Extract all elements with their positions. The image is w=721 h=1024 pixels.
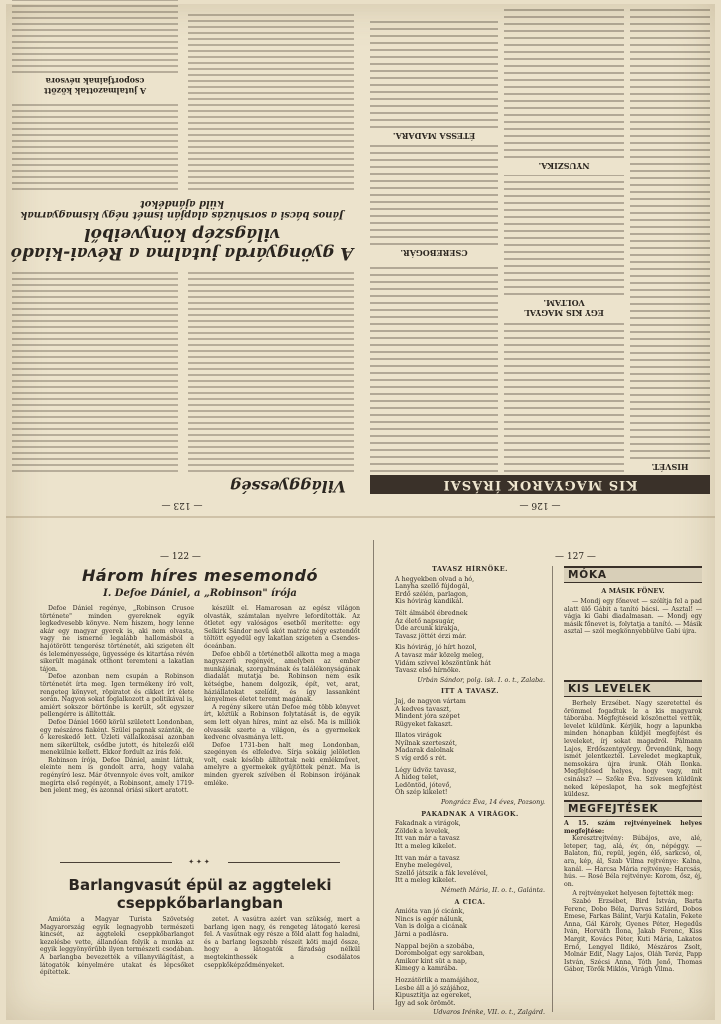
paragraph: Szabó Erzsébet, Bird István, Barta Ferenc, Dobo Béla, Darvas Szilárd, Dobos Emese, Farkas Bálint, Varjú Katalin, Fekete Anna, Gál Károly, Gyenes Péter, Hegedűs Iván, Horváth Ilona, Jakab Ferenc, Kiss Margit, Kovács Péter, Kuti Mária, Lakatos Ernő, Lengyel Ildikó, Mészáros Zsolt, Molnár Edit, Nagy Lajos, Oláh Teréz, Papp István, Szécsi Anna, Tóth Jenő, Thomas Gábor, Törők Miklós, Virágh Vilma. xyxy=(564,897,702,974)
poem-line: Zöldek a levelek, xyxy=(395,826,450,835)
inverted-small-head: EGY KIS MAGYAL VOLTAM. xyxy=(524,298,604,318)
section-heading-megfejtesek: MEGFEJTÉSEK xyxy=(564,800,702,817)
inverted-small-head: ÉTESSA MADARA. xyxy=(392,131,476,141)
poem-line: Dorombolgat egy sarokban, xyxy=(395,949,485,958)
poem-line: S víg erdő s rét. xyxy=(395,754,447,763)
article-column-2 xyxy=(204,605,360,845)
poem-line: Nincs is egér nálunk, xyxy=(395,914,464,923)
paragraph: Defoe ebből a történetből alkotta meg a maga nagyszerű regényét, amelyben az ember munkájának, szorgalmának és találékonyságának diadalát mutatja be. Robinson nem esik kétségbe, hanem dolgozik, épít, vet, arat, háziállatokat szelídít, és így lassanként kényelmes életet teremt magának. xyxy=(204,650,360,704)
poem-line: Amikor kint süt a nap, xyxy=(395,956,468,965)
poem-line: Nappal bejön a szobába, xyxy=(395,941,475,950)
poem-line: Erdő szélén, parlagon, xyxy=(395,589,469,598)
poem-line: Rügyeket fakaszt. xyxy=(395,719,453,728)
inverted-small-head: CSEREBOGÁR. xyxy=(400,248,468,258)
paragraph: Defoe Dániel regénye, „Robinson Crusoe története" minden gyereknek egyik legkedvesebb könyve. Nem hiszem, hogy lenne akár egy magyar gyerek is, aki nem olvasta, vagy ne ismerné legalább hallomásból a hajótörött tengerész történetét, aki szigeten élt és leleményessége, ügyessége és kitartása révén sikerült magának otthont teremteni a lakatlan tájon. xyxy=(40,605,194,673)
joke-text xyxy=(564,598,702,668)
poem-line: Madarak dalolnak xyxy=(395,746,454,755)
poem-line: Légy üdvöz tavasz, xyxy=(395,765,457,774)
paragraph: A 15. szám rejtvényeinek helyes megfejtése: xyxy=(564,820,702,835)
poem-lines xyxy=(395,908,545,1007)
poem-line: Jaj, de nagyon vártam xyxy=(395,696,466,705)
paragraph: Amióta a Magyar Turista Szövetség Magyarország egyik legnagyobb természeti kincsét, az aggteleki cseppkőbarlangot kezelésbe vette, állandóan folyik a munka az egyik leggyönyörűbb ilyen természeti csodában. A barlangba bevezették a villanyvilágítást, a látogatók kényelmére utakat és lépcsőket építettek. xyxy=(40,916,194,977)
poem-line: Illatos virágok xyxy=(395,731,442,740)
inverted-section-title: Világgyesség xyxy=(230,477,346,496)
poem-signature: Németh Mária, II. o. t., Galánta. xyxy=(440,885,545,894)
inverted-banner: KIS MAGYAROK ÍRÁSAI xyxy=(370,475,710,494)
section-divider: ✦✦✦ xyxy=(60,858,340,866)
column-rule xyxy=(552,566,553,1012)
paragraph: A regény sikere után Defoe még több könyvet írt, köztük a Robinson folytatását is, de egyik sem lett olyan híres, mint az első. Ma is milliók olvassák szerte a világon, és a gyermekek kedvenc olvasmánya lett. xyxy=(204,703,360,742)
solutions-text xyxy=(564,820,702,1012)
poem-line: Ledöntöd, jótevő, xyxy=(395,780,452,789)
poem-line: Van is dolga a cicának xyxy=(395,922,467,931)
poem-signature: Pongrácz Éva, 14 éves, Pozsony. xyxy=(440,798,545,807)
article-headline: Három híres mesemondó xyxy=(82,566,318,585)
paragraph: Robinson írója, Defoe Dániel, amint láttuk, eleinte nem is gondolt arra, hogy valaha regényíró lesz. Már ötvennyolc éves volt, amikor megírta első regényét, a Robinsont, amely 1719-ben jelent meg, és azonnal óriási sikert aratott. xyxy=(40,756,194,795)
paragraph: Defoe azonban nem csupán a Robinson történetét írta meg. Igen termékeny író volt, rengeteg könyvet, röpiratot és cikket írt élete során. Nagyon sokat foglalkozott a politikával is, amiért sokszor börtönbe is került, sőt egyszer pellengérre is állították. xyxy=(40,673,194,719)
poem-line: A kedves tavaszt, xyxy=(395,704,452,713)
article-column-1 xyxy=(40,605,194,845)
article-2-column-2 xyxy=(204,916,360,1012)
article-subhead: I. Defoe Dániel, a „Robinson" írója xyxy=(103,588,297,599)
paragraph: zetet. A vasútra azért van szükség, mert a barlang igen nagy, és rengeteg látogató keresi fel. A vasútnak egy része a föld alatt fog haladni, és a barlang legszebb részeit köti majd össze, hogy a látogatók fáradság nélkül megtekinthessék a csodálatos cseppkőképződményeket. xyxy=(204,916,360,969)
paragraph: Keresztrejtvény: Búbájos, ave, alé, leteper, tag, alá, év, ón, népéggy. — Balaton, fiú, repül, jegén, élő, sarkcsó, ol, ara, kép, ál, Szab Vilma rejtvénye: Kalna, kanál. — Harcsa Mária rejtvénye: Harcsás, hús. — Rosé Béla rejtvénye: Korom, ősz, éj, on. xyxy=(564,835,702,888)
poem-line: Lanyha szellő fújdogál, xyxy=(395,582,470,591)
poem-title: A CICA. xyxy=(454,897,486,906)
inverted-subhead: János bácsi a sorshúzás alapján ismét négy kismagyarnak küld ajándékot xyxy=(20,198,344,220)
poem-line: Itt van már a tavasz xyxy=(395,834,460,843)
poem-line: Itt a meleg kikelet. xyxy=(395,842,457,850)
poem-lines xyxy=(395,820,545,885)
joke-title: A MÁSIK FÖNEV. xyxy=(601,587,665,595)
article-2-column-1 xyxy=(40,916,194,1012)
poem-line: Amióta van jó cicánk, xyxy=(395,907,465,916)
poem-line: Az élető napsugár, xyxy=(395,616,455,625)
poem-line: Járni a padlásra. xyxy=(395,929,449,938)
inverted-page-number-right: — 123 — xyxy=(161,500,203,510)
poem-line: Kis hóvirág, jó hírt hozol, xyxy=(395,643,477,652)
inverted-small-head: HISVÉT. xyxy=(651,462,689,472)
poem-line: Fakadnak a virágok, xyxy=(395,819,461,828)
poem-title: TAVASZ HÍRNÖKE. xyxy=(432,565,508,573)
poem-lines xyxy=(395,576,545,675)
section-heading-kis-levelek: KIS LEVELEK xyxy=(564,680,702,697)
poem-line: Hozzátörlik a mamájához, xyxy=(395,975,480,984)
center-gutter xyxy=(373,540,374,1010)
letters-text xyxy=(564,700,702,799)
poem-line: Óh szép kikelet! xyxy=(395,788,448,797)
article-2-headline: Barlangvasút épül az aggteleki cseppkőbarlangban xyxy=(68,876,332,912)
inverted-headline: A gyöngyárda jutalma a Révai-kiadó világszép könyveiből xyxy=(10,224,354,263)
poem-line: A hegyekben olvad a hó, xyxy=(395,574,475,583)
poem-signature: Udvaros Irénke, VII. o. t., Zalgárd. xyxy=(433,1008,545,1017)
poem-line: Kis hóvirág kandikál. xyxy=(395,597,464,606)
poem-line: Itt a meleg kikelet. xyxy=(395,876,457,885)
poem-line: Vidám szívvel köszöntünk hát xyxy=(395,658,491,667)
poem-line: Kimegy a kamrába. xyxy=(395,964,458,973)
poem-line: Szellő játszik a fák levelével, xyxy=(395,868,488,877)
paragraph: A rejtvényeket helyesen fejtették meg: xyxy=(572,890,694,898)
paragraph: Defoe Dániel 1660 körül született Londonban, egy mészáros fiaként. Szülei papnak szánták, de ő kereskedő lett. Üzleti vállalkozásai azonban nem sikerültek, csődbe jutott, és hitelezői elől menekülnie kellett. Ekkor fordult az írás felé. xyxy=(40,718,194,757)
poem-line: Nyílnak szerteszét, xyxy=(395,738,457,747)
page-number-left: — 122 — xyxy=(160,552,201,562)
poem-line: Tavasz első hírnöke. xyxy=(395,666,461,675)
poem-title: ITT A TAVASZ. xyxy=(441,687,499,696)
poems-column xyxy=(395,566,545,1017)
poem-line: Mindent jóra szépet xyxy=(395,712,460,721)
paragraph: készült el. Hamarosan az egész világon olvasták, számtalan nyelvre lefordították. Az ötletet egy valóságos esetből merítette: egy Selkirk Sándor nevű skót matróz négy esztendőt töltött egyedül egy lakatlan szigeten a Csendes-óceánban. xyxy=(204,605,360,650)
paragraph: Defoe 1731-ben halt meg Londonban, szegényen és elfeledve. Sírja sokáig jelöletlen volt, csak később állítottak neki emlékművet, amelyre a gyermekek gyűjtöttek pénzt. Ma is minden gyerek szívében él Robinson írójának emléke. xyxy=(204,741,360,787)
poem-line: Tavasz jöttét érzi már. xyxy=(395,631,467,640)
poem-line: Télt álmából ébrednek xyxy=(395,608,468,617)
poem-lines xyxy=(395,698,545,797)
poem-line: Így ad sok örömöt. xyxy=(395,998,456,1007)
poem-signature: Urbán Sándor, polg. isk. I. o. t., Zalaba. xyxy=(417,675,545,684)
poem-line: Kipusztítja az egereket, xyxy=(395,991,472,1000)
poem-line: Lesbe áll a jó szájához, xyxy=(395,983,470,992)
poem-line: Itt van már a tavasz xyxy=(395,853,460,862)
inverted-small-head: NYUSZIKA. xyxy=(538,161,590,171)
page-number-right: — 127 — xyxy=(555,552,596,562)
poem-line: Üde arcunk kirakja, xyxy=(395,624,460,633)
paragraph: Berhely Erzsébet. Nagy szeretettel és örömmel fogadtuk le a kis magyarok táborába. Megfejtéseid köszönettel vettük, levelet küldünk. Kérjük, hogy a lapunkba minden hónapban küldjél megfejtést és leveleket, írj sokat magadról. Pálmann Lajos, Erdőszentgyörgy. Örvendünk, hogy ismét jelentkeztél. Leveledet megkaptuk, nemsokára újra írunk. Oláh Ilonka. Megfejtésed helyes, hogy vagy, mit csinálsz? — Szőke Éva. Szívesen küldünk neked képeslapot, ha sok megfejtést küldesz. xyxy=(564,700,702,799)
poem-line: A tavasz már közelg meleg, xyxy=(395,650,484,659)
poem-line: A hideg telet, xyxy=(395,773,439,782)
poem-title: PAKADNAK A VIRÁGOK. xyxy=(421,809,519,818)
inverted-page-number-left: — 126 — xyxy=(519,500,561,510)
paragraph: — Mondj egy főnevet — szólítja fel a pad alatt ülő Gábit a tanító bácsi. — Asztal! — vágja ki Gabi diadalmasan. — Mondj egy másik főnevet is, folytatja a tanító. — Másik asztal — szól megkönnyebbülve Gabi újra. xyxy=(564,598,702,636)
poem-line: Enyhe melegével, xyxy=(395,861,453,870)
section-heading-moka: MÓKA xyxy=(564,566,702,583)
inverted-small-head: A jutalmazottak között csoportjainak névsora xyxy=(43,76,147,96)
